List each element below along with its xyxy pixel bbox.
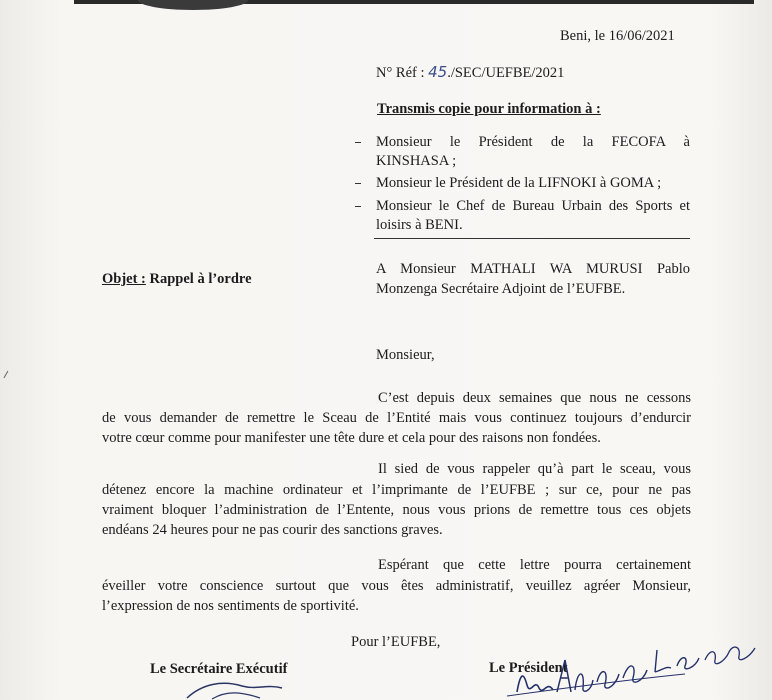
objet-line: [102, 270, 252, 288]
closing: Pour l’EUFBE,: [351, 634, 441, 650]
paragraph-2-line3: vraiment bloquer l’administration de l’Entente, nous vous prions de remettre tous ces objets: [102, 502, 691, 518]
recipient-line2: Monzenga Secrétaire Adjoint de l’EUFBE.: [376, 281, 626, 297]
copy-item-1-line2: KINSHASA ;: [376, 153, 457, 169]
president-handwritten-signature: [505, 630, 770, 700]
copy-item-1-line1: Monsieur le Président de la FECOFA à: [376, 134, 690, 150]
recipient-line1: A Monsieur MATHALI WA MURUSI Pablo: [376, 261, 690, 277]
paragraph-2-line4: endéans 24 heures pour ne pas courir des sanctions graves.: [102, 522, 443, 538]
copy-item-3-line2: loisirs à BENI.: [376, 217, 463, 233]
objet-text: Rappel à l’ordre: [145, 271, 252, 287]
place-date: Beni, le 16/06/2021: [560, 28, 675, 44]
reference-line: [376, 63, 564, 82]
paragraph-2-line2: détenez encore la machine ordinateur et l’imprimante de l’EUFBE ; sur ce, pour ne pas: [102, 482, 691, 498]
salutation: Monsieur,: [376, 347, 435, 363]
margin-tick-mark: [3, 371, 13, 381]
reference-suffix: ./SEC/UEFBE/2021: [447, 65, 565, 81]
objet-label: Objet :: [102, 271, 146, 287]
list-bullet: [355, 183, 361, 184]
paragraph-3-line1: Espérant que cette lettre pourra certainement: [378, 557, 691, 573]
copy-heading: Transmis copie pour information à :: [377, 101, 601, 117]
copy-list-divider: [374, 238, 690, 239]
list-bullet: [355, 206, 361, 207]
signatory-left-title: Le Secrétaire Exécutif: [150, 661, 288, 677]
paragraph-1-line1: C’est depuis deux semaines que nous ne cessons: [378, 390, 691, 406]
copy-item-3-line1: Monsieur le Chef de Bureau Urbain des Sports et: [376, 198, 690, 214]
paragraph-3-line3: l’expression de nos sentiments de sportivité.: [102, 598, 359, 614]
signatory-right-title: Le Président: [489, 660, 568, 676]
left-signature-scribble: [182, 680, 292, 700]
list-bullet: [355, 142, 361, 143]
reference-number-handwritten: 45: [428, 63, 448, 81]
paragraph-1-line3: votre cœur comme pour manifester une tête dure et cela pour des raisons non fondées.: [102, 430, 601, 446]
paragraph-1-line2: de vous demander de remettre le Sceau de l’Entité mais vous continuez toujours d’endurcir: [102, 410, 691, 426]
paragraph-3-line2: éveiller votre conscience surtout que vous êtes administratif, veuillez agréer Monsieur,: [102, 578, 691, 594]
reference-prefix: N° Réf :: [376, 65, 429, 81]
copy-item-2: Monsieur le Président de la LIFNOKI à GOMA ;: [376, 175, 662, 191]
letterhead-fragment: [60, 0, 760, 12]
letterhead-seal-edge: [138, 0, 248, 10]
paragraph-2-line1: Il sied de vous rappeler qu’à part le sceau, vous: [378, 461, 691, 477]
